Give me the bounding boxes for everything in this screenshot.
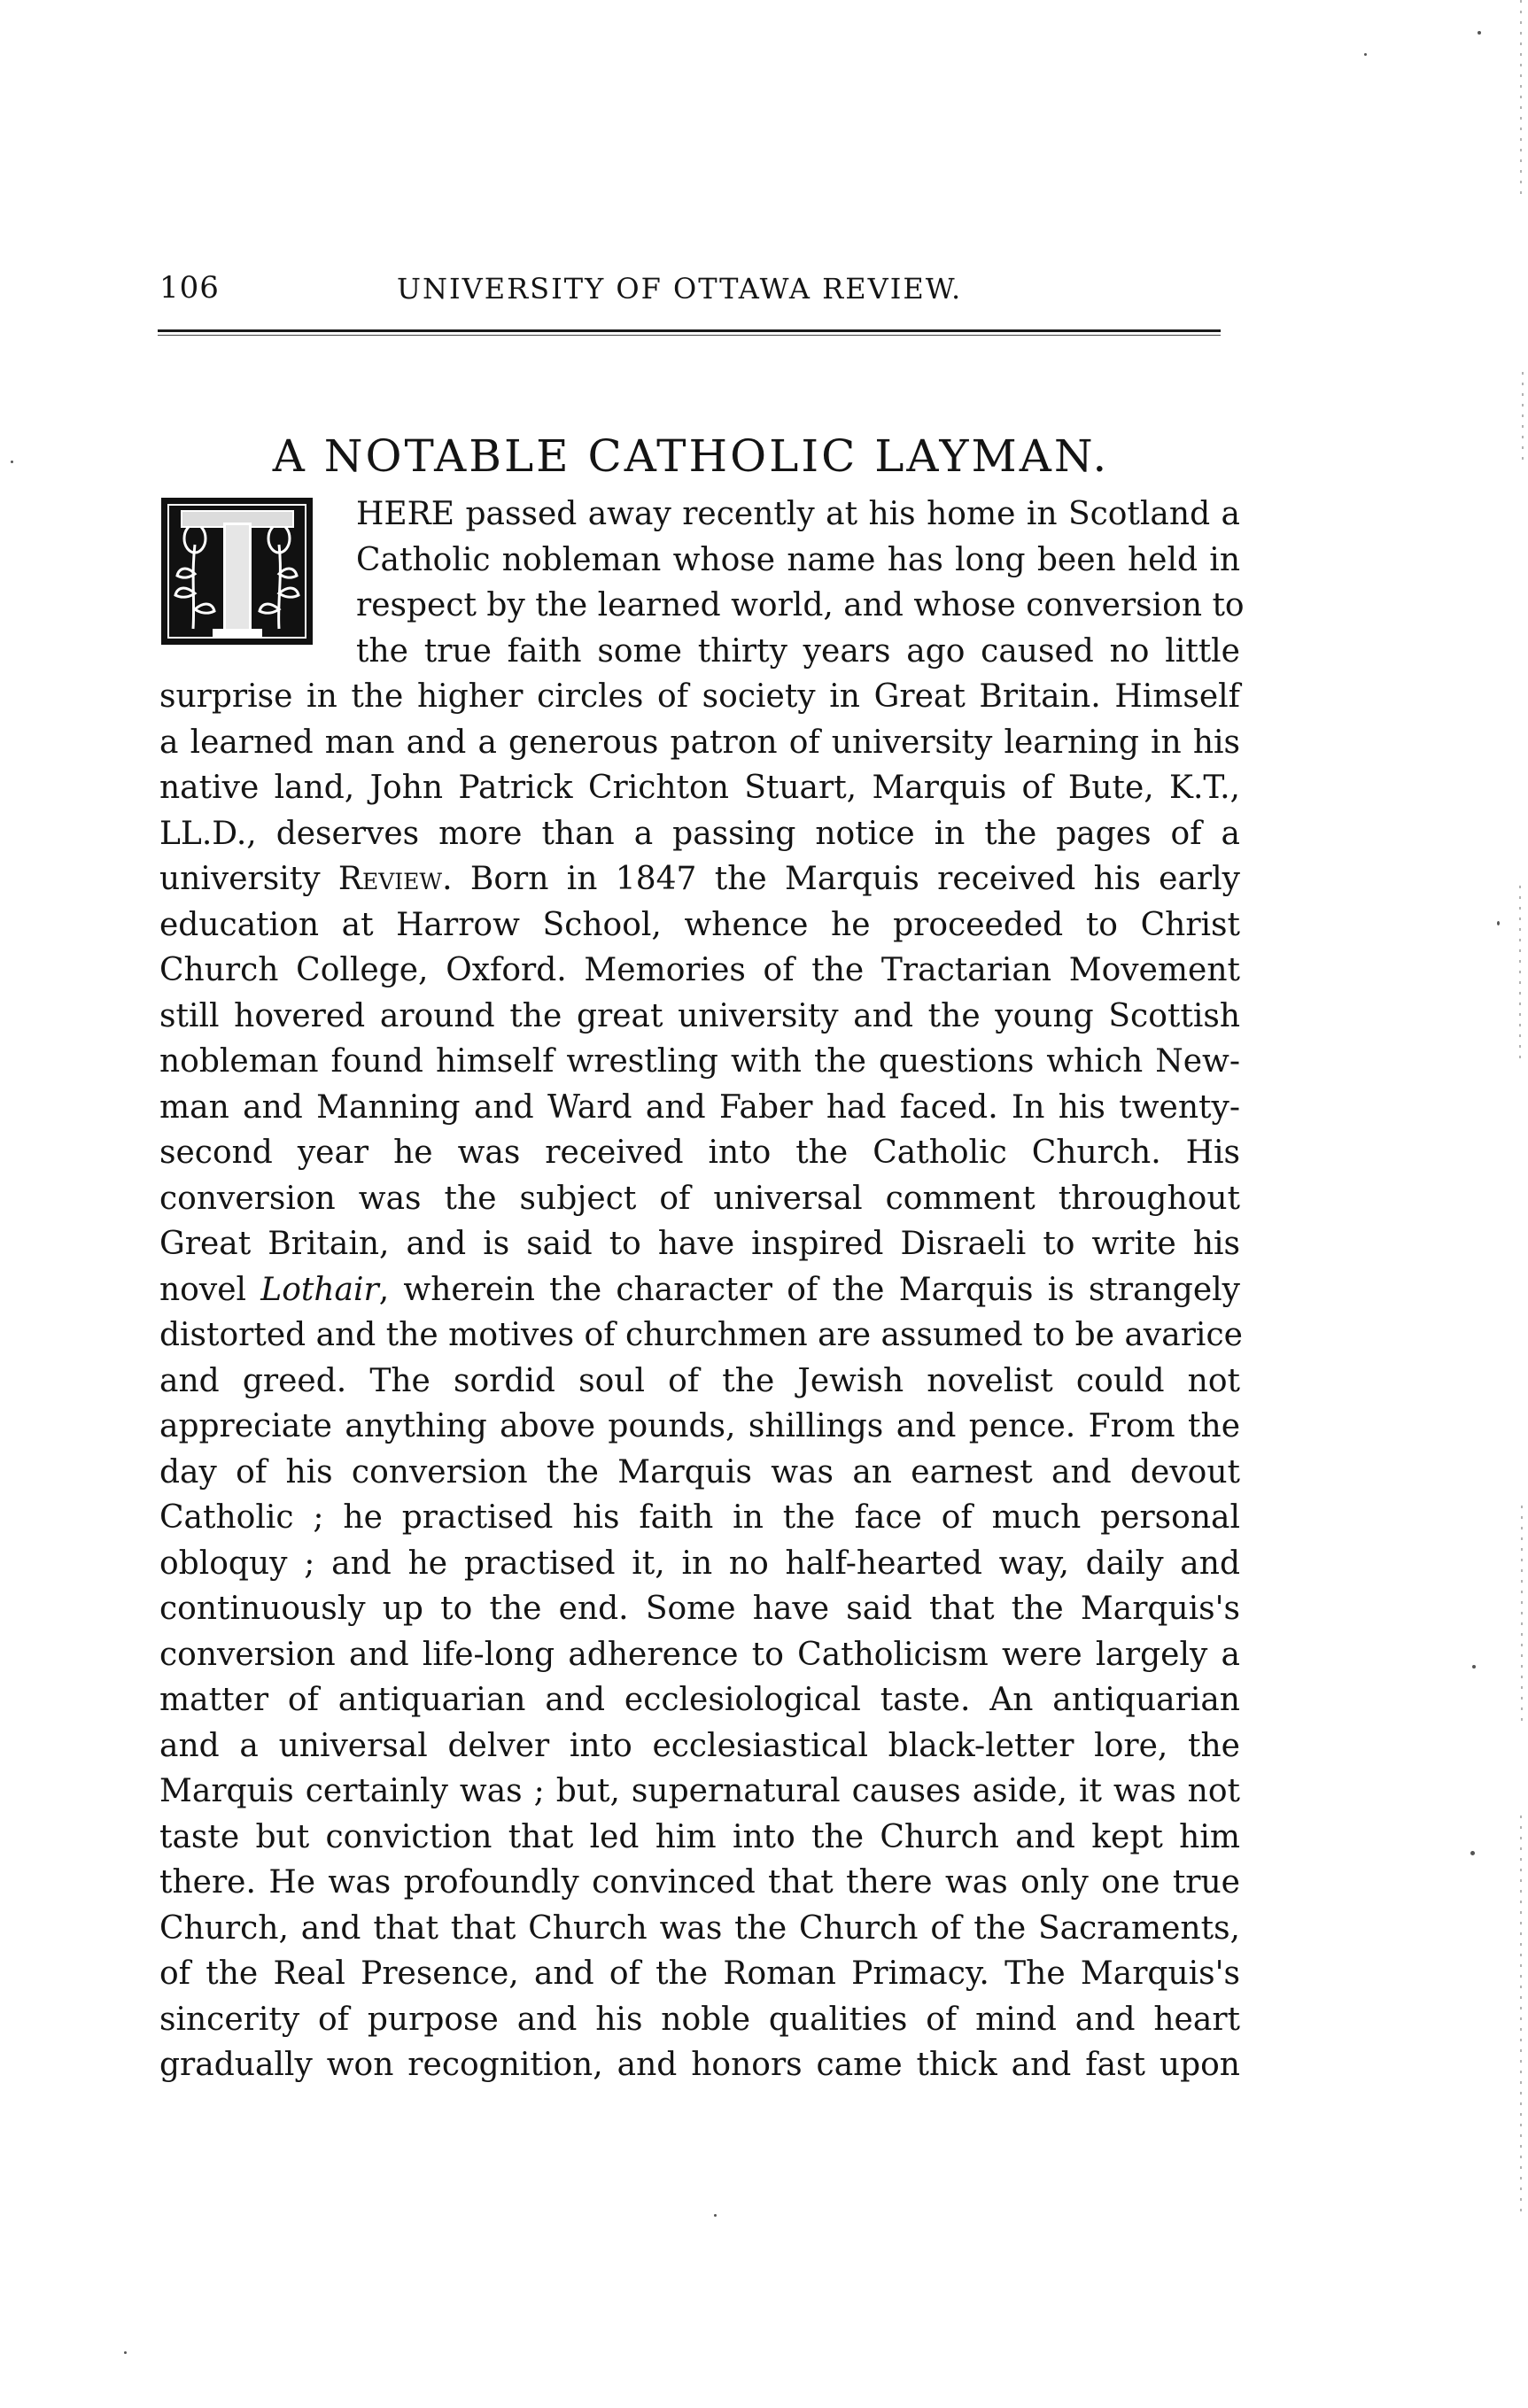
text-line: HERE passed away recently at his home in Scotland a — [356, 496, 1240, 532]
page-edge-noise — [1512, 0, 1528, 2408]
text-line: day of his conversion the Marquis was an earnest and devout — [159, 1453, 1240, 1490]
text-line: obloquy ; and he practised it, in no half-hearted way, daily and — [159, 1545, 1240, 1582]
scan-speck — [11, 461, 13, 463]
text-fragment: university — [159, 861, 338, 897]
text-line: Church College, Oxford. Memories of the Tractarian Movement — [159, 952, 1240, 988]
text-line: Marquis certainly was ; but, supernatural causes aside, it was not — [159, 1773, 1240, 1809]
text-line: a learned man and a generous patron of university learning in his — [159, 724, 1240, 761]
text-line: continuously up to the end. Some have said that the Marquis's — [159, 1591, 1240, 1627]
text-line: appreciate anything above pounds, shillings and pence. From the — [159, 1408, 1240, 1444]
scan-speck — [1478, 31, 1481, 35]
text-line: Catholic nobleman whose name has long been held in — [356, 541, 1240, 578]
text-line: conversion was the subject of universal comment throughout — [159, 1180, 1240, 1217]
text-line: and greed. The sordid soul of the Jewish novelist could not — [159, 1362, 1240, 1399]
article-title: A NOTABLE CATHOLIC LAYMAN. — [272, 430, 1110, 482]
text-line: distorted and the motives of churchmen are assumed to be avarice — [159, 1317, 1243, 1353]
text-line: taste but conviction that led him into the Church and kept him — [159, 1818, 1240, 1855]
text-line: Church, and that that Church was the Church of the Sacraments, — [159, 1909, 1240, 1947]
text-line: conversion and life-long adherence to Catholicism were largely a — [159, 1636, 1240, 1673]
text-line: sincerity of purpose and his noble qualities of mind and heart — [159, 2001, 1240, 2038]
text-line: the true faith some thirty years ago caused no little — [356, 632, 1240, 670]
text-line: matter of antiquarian and ecclesiological taste. An antiquarian — [159, 1682, 1240, 1718]
text-line: second year he was received into the Catholic Church. His — [159, 1134, 1240, 1171]
lothair-title: Lothair — [260, 1271, 379, 1308]
header-rule-thin — [158, 335, 1221, 336]
text-line — [159, 856, 1240, 902]
scan-speck — [1497, 921, 1500, 925]
text-line: native land, John Patrick Crichton Stuart, Marquis of Bute, K.T., — [159, 770, 1240, 806]
text-line: of the Real Presence, and of the Roman Primacy. The Marquis's — [159, 1955, 1240, 1992]
scan-speck — [1472, 1665, 1476, 1669]
text-line: and a universal delver into ecclesiastical black-letter lore, the — [159, 1727, 1240, 1764]
page-number: 106 — [159, 270, 220, 306]
text-line: nobleman found himself wrestling with the questions which New- — [159, 1043, 1240, 1080]
text-line: still hovered around the great university and the young Scottish — [159, 997, 1240, 1034]
article-body — [159, 492, 1245, 2088]
scan-speck — [1364, 53, 1367, 56]
scan-speck — [124, 2351, 127, 2354]
header-rule — [158, 329, 1221, 332]
running-head — [159, 270, 1218, 323]
text-line: Great Britain, and is said to have inspired Disraeli to write his — [159, 1226, 1240, 1262]
text-line: education at Harrow School, whence he proceeded to Christ — [159, 906, 1240, 943]
text-line: there. He was profoundly convinced that there was only one true — [159, 1864, 1240, 1901]
text-line: LL.D., deserves more than a passing notice in the pages of a — [159, 815, 1240, 852]
text-line: gradually won recognition, and honors came thick and fast upon — [159, 2047, 1240, 2083]
scan-speck — [1470, 1851, 1475, 1855]
journal-title: UNIVERSITY OF OTTAWA REVIEW. — [397, 272, 963, 306]
text-line: surprise in the higher circles of society in Great Britain. Himself — [159, 678, 1240, 715]
text-line — [159, 1267, 1240, 1313]
review-smallcaps: Review — [337, 861, 443, 897]
text-line: respect by the learned world, and whose conversion to — [356, 587, 1245, 623]
text-fragment: . Born in 1847 the Marquis received his early — [442, 861, 1240, 897]
text-fragment: , wherein the character of the Marquis is strangely — [378, 1271, 1240, 1308]
text-line: man and Manning and Ward and Faber had faced. In his twenty- — [159, 1088, 1240, 1126]
scan-speck — [714, 2214, 717, 2217]
text-fragment: novel — [159, 1271, 261, 1308]
text-line: Catholic ; he practised his faith in the face of much personal — [159, 1499, 1240, 1536]
